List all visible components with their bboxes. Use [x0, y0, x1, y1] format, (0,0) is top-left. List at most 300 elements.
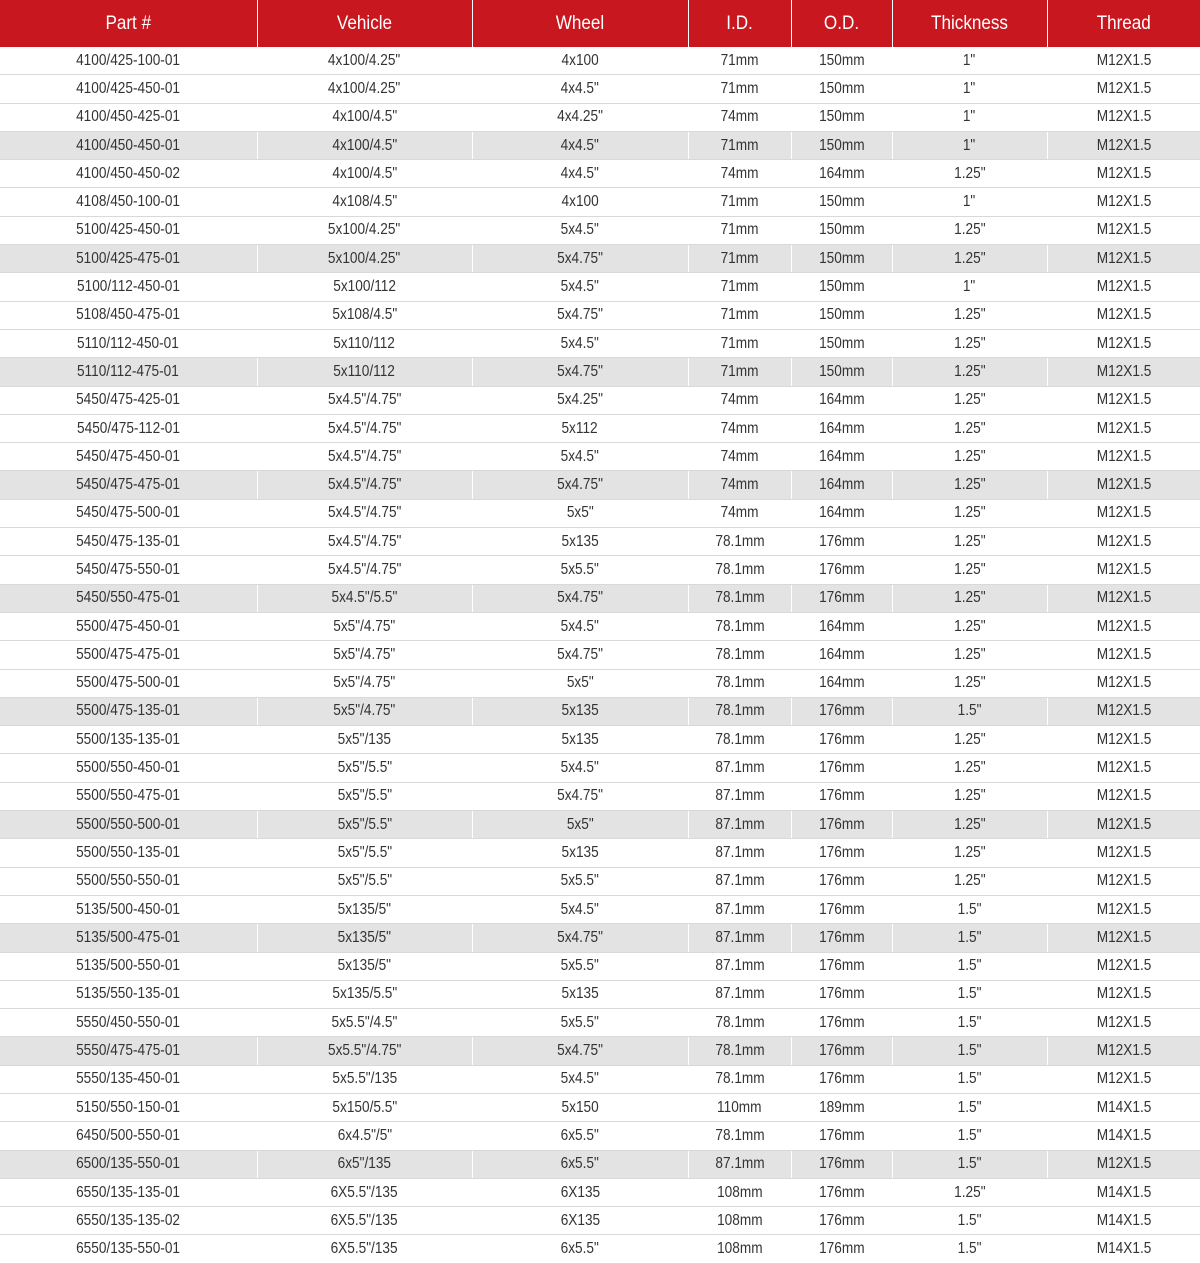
- table-row: [0, 556, 1200, 584]
- cell-text: 1.25": [953, 306, 986, 324]
- cell-text: 5150/550-150-01: [76, 1098, 181, 1116]
- cell-text: 150mm: [818, 193, 865, 211]
- cell-text: 1.25": [953, 872, 986, 890]
- cell-text: 1.25": [953, 334, 986, 352]
- cell-text: 5x4.5": [560, 278, 600, 296]
- cell-text: 1.5": [957, 1098, 982, 1116]
- part-number-cell: [0, 556, 257, 584]
- cell-text: 176mm: [818, 730, 865, 748]
- thread-cell: [1047, 1207, 1200, 1235]
- cell-text: 5100/425-450-01: [76, 221, 181, 239]
- cell-text: 5x135: [561, 730, 599, 748]
- table-row: [0, 1207, 1200, 1235]
- vehicle-cell: [257, 414, 472, 442]
- outer-diameter-cell: [791, 952, 892, 980]
- vehicle-cell: [257, 867, 472, 895]
- table-row: [0, 131, 1200, 159]
- cell-text: 150mm: [818, 136, 865, 154]
- table-row: [0, 499, 1200, 527]
- outer-diameter-cell: [791, 980, 892, 1008]
- cell-text: 5x4.5"/4.75": [327, 560, 402, 578]
- vehicle-cell: [257, 301, 472, 329]
- part-number-cell: [0, 811, 257, 839]
- part-number-cell: [0, 329, 257, 357]
- cell-text: 5500/550-475-01: [76, 787, 181, 805]
- wheel-cell: [472, 160, 688, 188]
- cell-text: 164mm: [818, 164, 865, 182]
- cell-text: 5x110/112: [333, 334, 396, 352]
- thickness-cell: [892, 1122, 1047, 1150]
- thickness-cell: [892, 612, 1047, 640]
- wheel-cell: [472, 358, 688, 386]
- outer-diameter-cell: [791, 669, 892, 697]
- cell-text: 150mm: [818, 278, 865, 296]
- thread-cell: [1047, 358, 1200, 386]
- thickness-cell: [892, 867, 1047, 895]
- thread-cell: [1047, 839, 1200, 867]
- part-number-cell: [0, 131, 257, 159]
- table-row: [0, 641, 1200, 669]
- thread-cell: [1047, 556, 1200, 584]
- part-number-cell: [0, 1178, 257, 1206]
- outer-diameter-cell: [791, 754, 892, 782]
- inner-diameter-cell: [688, 612, 791, 640]
- part-number-cell: [0, 1037, 257, 1065]
- inner-diameter-cell: [688, 1093, 791, 1121]
- cell-text: 6x5.5": [560, 1126, 600, 1144]
- table-row: [0, 669, 1200, 697]
- cell-text: 71mm: [720, 51, 759, 69]
- part-number-cell: [0, 1065, 257, 1093]
- cell-text: 6X5.5"/135: [330, 1183, 399, 1201]
- outer-diameter-cell: [791, 1207, 892, 1235]
- inner-diameter-cell: [688, 1235, 791, 1263]
- part-number-cell: [0, 782, 257, 810]
- wheel-cell: [472, 754, 688, 782]
- thickness-cell: [892, 1037, 1047, 1065]
- thickness-cell: [892, 188, 1047, 216]
- cell-text: M12X1.5: [1096, 504, 1152, 522]
- cell-text: M12X1.5: [1096, 334, 1152, 352]
- vehicle-cell: [257, 839, 472, 867]
- cell-text: M12X1.5: [1096, 164, 1152, 182]
- thread-cell: [1047, 1150, 1200, 1178]
- cell-text: M12X1.5: [1096, 872, 1152, 890]
- vehicle-cell: [257, 75, 472, 103]
- wheel-cell: [472, 612, 688, 640]
- cell-text: 5x5"/4.75": [333, 645, 396, 663]
- part-number-cell: [0, 1122, 257, 1150]
- cell-text: 1": [963, 278, 976, 296]
- cell-text: 5x4.5": [560, 221, 600, 239]
- table-row: [0, 1150, 1200, 1178]
- thickness-cell: [892, 414, 1047, 442]
- thickness-cell: [892, 386, 1047, 414]
- wheel-cell: [472, 216, 688, 244]
- cell-text: 1.25": [953, 476, 986, 494]
- cell-text: 5x135: [561, 702, 599, 720]
- wheel-cell: [472, 952, 688, 980]
- thread-cell: [1047, 329, 1200, 357]
- cell-text: 1.5": [957, 702, 982, 720]
- table-row: [0, 358, 1200, 386]
- cell-text: 176mm: [818, 1155, 865, 1173]
- vehicle-cell: [257, 754, 472, 782]
- thread-cell: [1047, 726, 1200, 754]
- part-number-cell: [0, 1093, 257, 1121]
- thread-cell: [1047, 952, 1200, 980]
- cell-text: M14X1.5: [1096, 1098, 1152, 1116]
- cell-text: 108mm: [716, 1211, 763, 1229]
- cell-text: 5450/475-550-01: [76, 560, 181, 578]
- thread-cell: [1047, 528, 1200, 556]
- cell-text: 5x5.5"/135: [332, 1070, 397, 1088]
- cell-text: 5x135/5.5": [332, 985, 397, 1003]
- cell-text: M14X1.5: [1096, 1126, 1152, 1144]
- table-row: [0, 612, 1200, 640]
- cell-text: 5x5"/4.75": [333, 702, 396, 720]
- part-number-cell: [0, 726, 257, 754]
- outer-diameter-cell: [791, 1122, 892, 1150]
- thread-cell: [1047, 443, 1200, 471]
- cell-text: 5x5": [566, 504, 594, 522]
- header-wheel: Wheel: [483, 0, 677, 47]
- cell-text: M12X1.5: [1096, 674, 1152, 692]
- cell-text: 4x100/4.25": [328, 51, 401, 69]
- cell-text: 5x4.5"/4.75": [327, 532, 402, 550]
- thread-cell: [1047, 980, 1200, 1008]
- inner-diameter-cell: [688, 414, 791, 442]
- cell-text: 78.1mm: [714, 730, 765, 748]
- cell-text: 1.25": [953, 617, 986, 635]
- thickness-cell: [892, 924, 1047, 952]
- table-row: [0, 1122, 1200, 1150]
- inner-diameter-cell: [688, 386, 791, 414]
- cell-text: 4x100/4.5": [332, 136, 397, 154]
- cell-text: M12X1.5: [1096, 221, 1152, 239]
- cell-text: 4100/450-425-01: [76, 108, 181, 126]
- cell-text: 5x5.5"/4.5": [331, 1013, 398, 1031]
- cell-text: 108mm: [716, 1240, 763, 1258]
- outer-diameter-cell: [791, 1150, 892, 1178]
- vehicle-cell: [257, 1065, 472, 1093]
- vehicle-cell: [257, 980, 472, 1008]
- cell-text: M12X1.5: [1096, 476, 1152, 494]
- cell-text: 1.25": [953, 419, 986, 437]
- cell-text: 164mm: [818, 617, 865, 635]
- inner-diameter-cell: [688, 1178, 791, 1206]
- cell-text: 5x5"/5.5": [337, 759, 392, 777]
- inner-diameter-cell: [688, 556, 791, 584]
- cell-text: 5450/475-425-01: [76, 391, 181, 409]
- cell-text: 5x100/4.25": [328, 221, 401, 239]
- cell-text: 71mm: [720, 362, 759, 380]
- part-number-cell: [0, 528, 257, 556]
- cell-text: M12X1.5: [1096, 1042, 1152, 1060]
- cell-text: 150mm: [818, 221, 865, 239]
- cell-text: 150mm: [818, 108, 865, 126]
- cell-text: M12X1.5: [1096, 985, 1152, 1003]
- part-number-cell: [0, 697, 257, 725]
- cell-text: 1.25": [953, 362, 986, 380]
- cell-text: 74mm: [720, 164, 759, 182]
- cell-text: 4x100/4.25": [328, 79, 401, 97]
- cell-text: 87.1mm: [714, 872, 765, 890]
- outer-diameter-cell: [791, 1009, 892, 1037]
- cell-text: 1.25": [953, 560, 986, 578]
- inner-diameter-cell: [688, 697, 791, 725]
- cell-text: 176mm: [818, 815, 865, 833]
- cell-text: 87.1mm: [714, 1155, 765, 1173]
- vehicle-cell: [257, 1150, 472, 1178]
- outer-diameter-cell: [791, 358, 892, 386]
- cell-text: 1.5": [957, 928, 982, 946]
- vehicle-cell: [257, 358, 472, 386]
- thickness-cell: [892, 1178, 1047, 1206]
- outer-diameter-cell: [791, 867, 892, 895]
- thickness-cell: [892, 754, 1047, 782]
- outer-diameter-cell: [791, 1235, 892, 1263]
- vehicle-cell: [257, 1235, 472, 1263]
- inner-diameter-cell: [688, 584, 791, 612]
- vehicle-cell: [257, 556, 472, 584]
- table-row: [0, 584, 1200, 612]
- wheel-cell: [472, 329, 688, 357]
- part-number-cell: [0, 188, 257, 216]
- cell-text: 5550/450-550-01: [76, 1013, 181, 1031]
- part-number-cell: [0, 669, 257, 697]
- cell-text: 1.25": [953, 674, 986, 692]
- cell-text: 176mm: [818, 1013, 865, 1031]
- part-number-cell: [0, 1009, 257, 1037]
- table-row: [0, 471, 1200, 499]
- cell-text: 5x150: [561, 1098, 599, 1116]
- cell-text: M12X1.5: [1096, 447, 1152, 465]
- thickness-cell: [892, 1235, 1047, 1263]
- cell-text: 108mm: [716, 1183, 763, 1201]
- wheel-cell: [472, 443, 688, 471]
- cell-text: 6X135: [560, 1183, 600, 1201]
- vehicle-cell: [257, 188, 472, 216]
- cell-text: 78.1mm: [714, 702, 765, 720]
- vehicle-cell: [257, 273, 472, 301]
- table-row: [0, 103, 1200, 131]
- cell-text: 164mm: [818, 504, 865, 522]
- wheel-cell: [472, 75, 688, 103]
- cell-text: 1.25": [953, 504, 986, 522]
- cell-text: 5x4.75": [557, 1042, 603, 1060]
- cell-text: 4x108/4.5": [332, 193, 397, 211]
- part-number-cell: [0, 584, 257, 612]
- thread-cell: [1047, 754, 1200, 782]
- cell-text: M12X1.5: [1096, 815, 1152, 833]
- cell-text: 4x100: [561, 193, 599, 211]
- part-number-cell: [0, 160, 257, 188]
- cell-text: 4x4.25": [557, 108, 603, 126]
- vehicle-cell: [257, 1207, 472, 1235]
- thickness-cell: [892, 131, 1047, 159]
- cell-text: 176mm: [818, 532, 865, 550]
- cell-text: 5x4.75": [557, 306, 603, 324]
- cell-text: M12X1.5: [1096, 900, 1152, 918]
- cell-text: 5x110/112: [333, 362, 396, 380]
- cell-text: 176mm: [818, 872, 865, 890]
- cell-text: 4108/450-100-01: [76, 193, 181, 211]
- cell-text: 5x4.75": [557, 645, 603, 663]
- cell-text: 150mm: [818, 306, 865, 324]
- cell-text: 5x135: [561, 843, 599, 861]
- cell-text: 1.5": [957, 1013, 982, 1031]
- cell-text: 5110/112-475-01: [77, 362, 180, 380]
- thread-cell: [1047, 697, 1200, 725]
- cell-text: M12X1.5: [1096, 278, 1152, 296]
- cell-text: 176mm: [818, 843, 865, 861]
- outer-diameter-cell: [791, 216, 892, 244]
- cell-text: M12X1.5: [1096, 1013, 1152, 1031]
- part-number-cell: [0, 867, 257, 895]
- table-row: [0, 528, 1200, 556]
- cell-text: 5x135: [561, 985, 599, 1003]
- vehicle-cell: [257, 471, 472, 499]
- wheel-cell: [472, 584, 688, 612]
- inner-diameter-cell: [688, 47, 791, 75]
- outer-diameter-cell: [791, 1065, 892, 1093]
- cell-text: 87.1mm: [714, 928, 765, 946]
- cell-text: 5x4.5"/4.75": [327, 391, 402, 409]
- cell-text: 5450/475-135-01: [76, 532, 181, 550]
- cell-text: M14X1.5: [1096, 1211, 1152, 1229]
- cell-text: 5x4.75": [557, 476, 603, 494]
- cell-text: M12X1.5: [1096, 79, 1152, 97]
- inner-diameter-cell: [688, 669, 791, 697]
- thread-cell: [1047, 1037, 1200, 1065]
- thread-cell: [1047, 131, 1200, 159]
- part-number-cell: [0, 924, 257, 952]
- inner-diameter-cell: [688, 329, 791, 357]
- inner-diameter-cell: [688, 726, 791, 754]
- thickness-cell: [892, 103, 1047, 131]
- cell-text: 1.25": [953, 815, 986, 833]
- cell-text: 5x108/4.5": [332, 306, 397, 324]
- cell-text: 176mm: [818, 1183, 865, 1201]
- header-row: [0, 0, 1200, 47]
- cell-text: M12X1.5: [1096, 193, 1152, 211]
- cell-text: M12X1.5: [1096, 928, 1152, 946]
- cell-text: 6X5.5"/135: [330, 1211, 399, 1229]
- cell-text: 6X135: [560, 1211, 600, 1229]
- cell-text: 176mm: [818, 900, 865, 918]
- cell-text: 176mm: [818, 1042, 865, 1060]
- part-number-cell: [0, 980, 257, 1008]
- cell-text: 1.25": [953, 730, 986, 748]
- cell-text: 6450/500-550-01: [76, 1126, 181, 1144]
- cell-text: 5550/475-475-01: [76, 1042, 181, 1060]
- table-row: [0, 1235, 1200, 1263]
- wheel-cell: [472, 1009, 688, 1037]
- inner-diameter-cell: [688, 1122, 791, 1150]
- cell-text: 176mm: [818, 1126, 865, 1144]
- wheel-cell: [472, 839, 688, 867]
- thickness-cell: [892, 273, 1047, 301]
- wheel-cell: [472, 1122, 688, 1150]
- cell-text: 5x135/5": [337, 928, 392, 946]
- outer-diameter-cell: [791, 528, 892, 556]
- thread-cell: [1047, 471, 1200, 499]
- thread-cell: [1047, 216, 1200, 244]
- thread-cell: [1047, 1009, 1200, 1037]
- wheel-cell: [472, 245, 688, 273]
- wheel-cell: [472, 811, 688, 839]
- cell-text: 5110/112-450-01: [77, 334, 180, 352]
- thread-cell: [1047, 301, 1200, 329]
- thickness-cell: [892, 697, 1047, 725]
- vehicle-cell: [257, 1178, 472, 1206]
- thread-cell: [1047, 414, 1200, 442]
- cell-text: 5100/112-450-01: [76, 278, 180, 296]
- part-number-cell: [0, 612, 257, 640]
- inner-diameter-cell: [688, 811, 791, 839]
- outer-diameter-cell: [791, 329, 892, 357]
- vehicle-cell: [257, 641, 472, 669]
- outer-diameter-cell: [791, 726, 892, 754]
- thickness-cell: [892, 556, 1047, 584]
- cell-text: 78.1mm: [714, 1126, 765, 1144]
- cell-text: 74mm: [720, 108, 759, 126]
- wheel-cell: [472, 641, 688, 669]
- part-number-cell: [0, 471, 257, 499]
- cell-text: 5x4.75": [557, 928, 603, 946]
- vehicle-cell: [257, 386, 472, 414]
- cell-text: 5x112: [561, 419, 599, 437]
- cell-text: 5450/475-500-01: [76, 504, 181, 522]
- table-row: [0, 754, 1200, 782]
- cell-text: 1.25": [953, 589, 986, 607]
- cell-text: 5x4.75": [557, 249, 603, 267]
- table-row: [0, 726, 1200, 754]
- cell-text: 5450/550-475-01: [76, 589, 181, 607]
- table-row: [0, 216, 1200, 244]
- cell-text: 5x5"/5.5": [337, 815, 392, 833]
- vehicle-cell: [257, 811, 472, 839]
- wheel-cell: [472, 924, 688, 952]
- thickness-cell: [892, 301, 1047, 329]
- cell-text: 5x100/4.25": [328, 249, 401, 267]
- cell-text: 1.5": [957, 1211, 982, 1229]
- thread-cell: [1047, 1235, 1200, 1263]
- wheel-cell: [472, 895, 688, 923]
- cell-text: 176mm: [818, 1070, 865, 1088]
- inner-diameter-cell: [688, 245, 791, 273]
- cell-text: 1": [963, 108, 976, 126]
- part-number-cell: [0, 839, 257, 867]
- cell-text: M12X1.5: [1096, 136, 1152, 154]
- cell-text: 4x100/4.5": [332, 164, 397, 182]
- cell-text: 164mm: [818, 645, 865, 663]
- cell-text: M14X1.5: [1096, 1240, 1152, 1258]
- cell-text: 74mm: [720, 447, 759, 465]
- cell-text: 1.25": [953, 391, 986, 409]
- thickness-cell: [892, 471, 1047, 499]
- cell-text: 1": [963, 51, 976, 69]
- cell-text: 6550/135-550-01: [76, 1240, 181, 1258]
- cell-text: 71mm: [720, 249, 759, 267]
- table-row: [0, 782, 1200, 810]
- cell-text: 150mm: [818, 362, 865, 380]
- cell-text: 1.5": [957, 1126, 982, 1144]
- cell-text: M12X1.5: [1096, 702, 1152, 720]
- table-row: [0, 443, 1200, 471]
- thickness-cell: [892, 160, 1047, 188]
